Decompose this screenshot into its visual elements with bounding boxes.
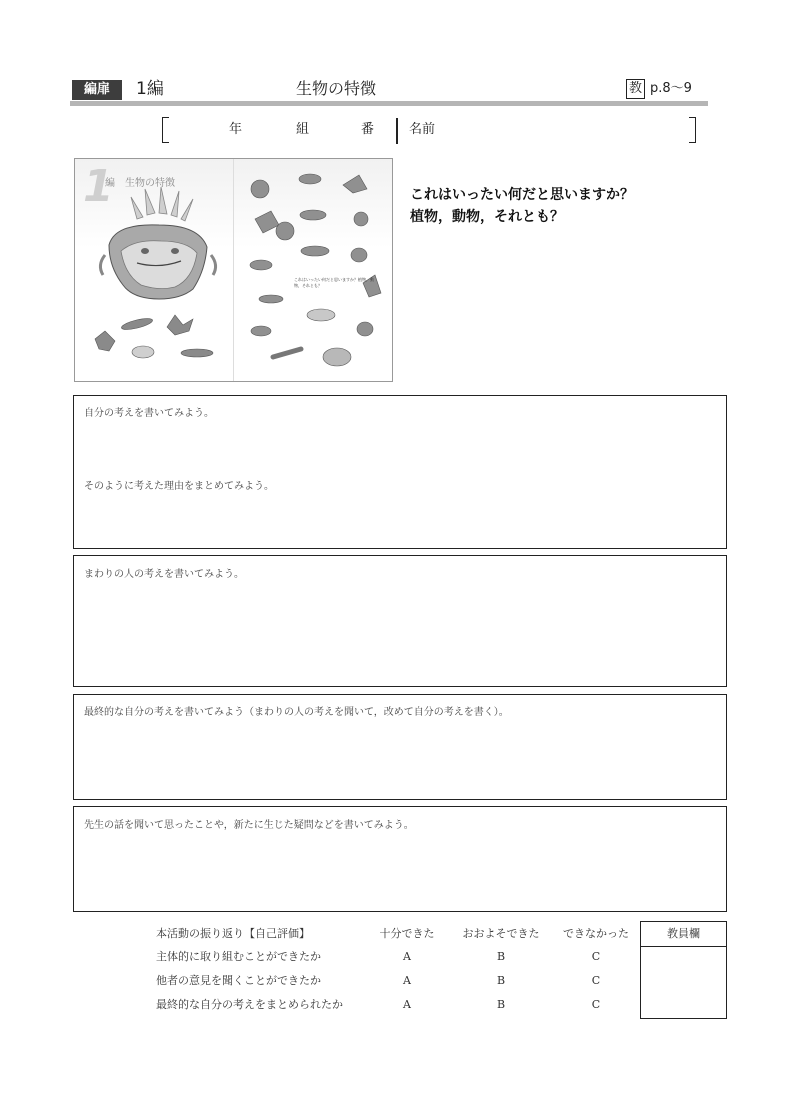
grade-c-1[interactable]: C: [591, 950, 601, 963]
chapter-number: 1: [83, 161, 114, 212]
thumbnail-heading: 編 生物の特徴: [105, 178, 175, 189]
eval-row-label-1: 主体的に取り組むことができたか: [156, 950, 321, 963]
section-tag: 編扉: [72, 80, 122, 100]
reason-prompt: そのように考えた理由をまとめてみよう。: [84, 481, 274, 492]
teacher-talk-box[interactable]: [73, 806, 727, 912]
name-label: 名前: [409, 122, 436, 137]
final-idea-prompt: 最終的な自分の考えを書いてみよう（まわりの人の考えを聞いて，改めて自分の考えを書く）。: [84, 707, 509, 718]
specimen-3: [167, 315, 193, 335]
eval-row-label-2: 他者の意見を聞くことができたか: [156, 974, 321, 987]
grade-a-3[interactable]: A: [403, 998, 411, 1011]
grade-a-2[interactable]: A: [403, 974, 411, 987]
sea-slug-illustrations: [75, 159, 392, 381]
teacher-column-header: 教員欄: [641, 922, 726, 947]
class-label: 組: [296, 122, 310, 137]
specimen-1: [95, 331, 115, 351]
grade-b-2[interactable]: B: [496, 974, 506, 987]
name-divider: [396, 118, 398, 144]
others-idea-prompt: まわりの人の考えを書いてみよう。: [84, 569, 244, 580]
left-bracket: [162, 117, 169, 143]
teacher-talk-prompt: 先生の話を聞いて思ったことや，新たに生じた疑問などを書いてみよう。: [84, 820, 414, 831]
column-mostly: おおよそできた: [462, 927, 540, 940]
year-label: 年: [229, 122, 243, 137]
grade-a-1[interactable]: A: [403, 950, 411, 963]
own-idea-prompt: 自分の考えを書いてみよう。: [84, 408, 214, 419]
textbook-marker: 教: [626, 79, 645, 99]
intro-line-1: これはいったい何だと思いますか？: [410, 187, 634, 203]
final-idea-box[interactable]: [73, 694, 727, 800]
header-rule: [70, 101, 708, 106]
main-sea-slug-image: [100, 187, 215, 299]
eval-row-label-3: 最終的な自分の考えをまとめられたか: [156, 998, 343, 1011]
grade-c-3[interactable]: C: [591, 998, 601, 1011]
intro-line-2: 植物，動物，それとも？: [410, 209, 564, 225]
unit-label: 1編: [136, 79, 164, 99]
column-not-done: できなかった: [563, 927, 629, 940]
own-idea-box[interactable]: [73, 395, 727, 549]
thumbnail-question: これはいったい何だと思いますか？植物，動物，それとも？: [294, 277, 374, 288]
specimen-2: [121, 316, 154, 332]
textbook-pages: p.8〜9: [650, 81, 692, 96]
number-label: 番: [361, 122, 375, 137]
right-bracket: [689, 117, 696, 143]
evaluation-title: 本活動の振り返り【自己評価】: [156, 927, 310, 940]
intro-question: [410, 184, 634, 228]
page-title: 生物の特徴: [296, 79, 377, 98]
specimen-5: [181, 349, 213, 357]
column-sufficient: 十分できた: [379, 927, 435, 940]
grade-b-1[interactable]: B: [496, 950, 506, 963]
grade-c-2[interactable]: C: [591, 974, 601, 987]
grade-b-3[interactable]: B: [496, 998, 506, 1011]
teacher-column-box[interactable]: [640, 921, 727, 1019]
others-idea-box[interactable]: [73, 555, 727, 687]
specimen-4: [132, 346, 154, 358]
textbook-thumbnail: [74, 158, 393, 382]
